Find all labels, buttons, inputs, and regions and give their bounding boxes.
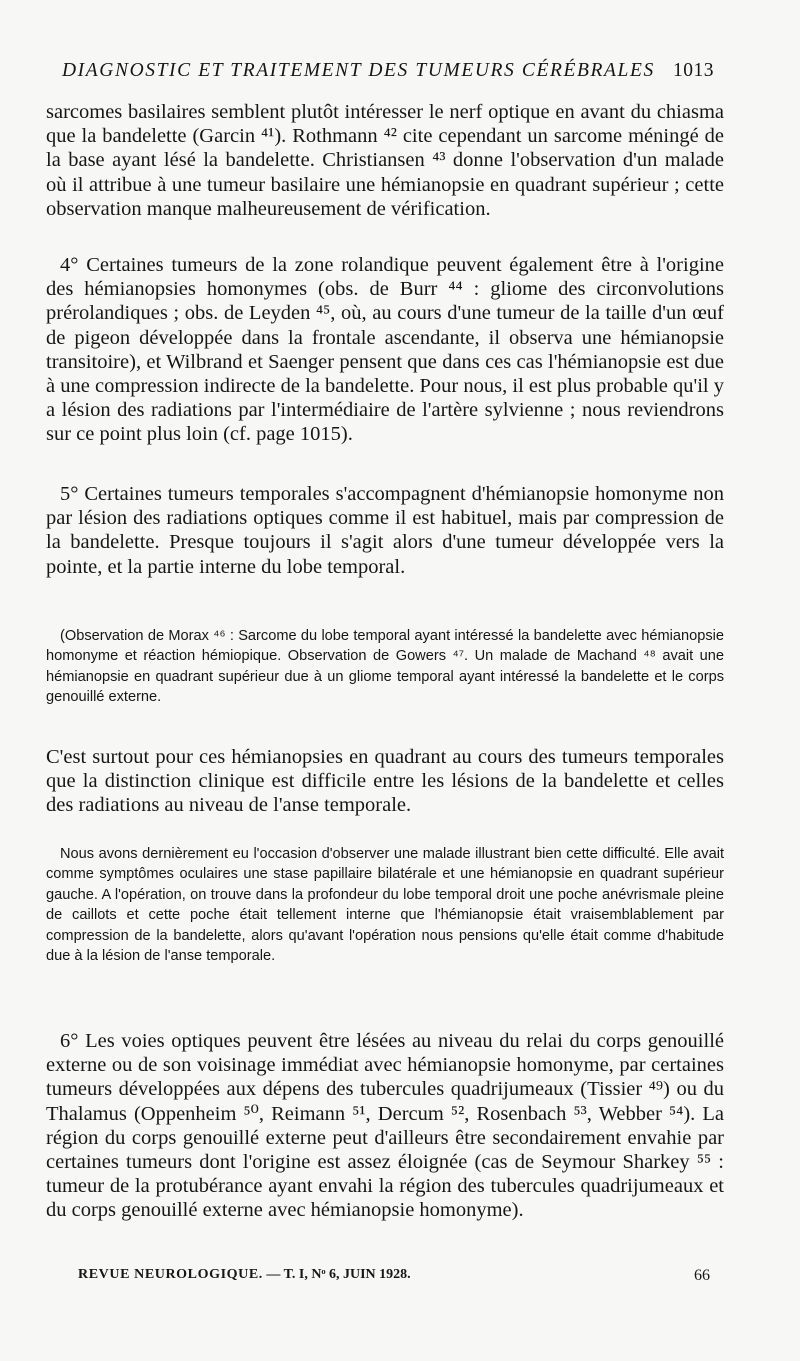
journal-issue: — T. I, Nᵒ 6, JUIN 1928. bbox=[266, 1267, 411, 1282]
paragraph-sarcomes-basilaires: sarcomes basilaires semblent plutôt intéresser le nerf optique en avant du chiasma que la bandelette (Garcin ⁴¹). Rothmann ⁴² cite cependant un sarcome méningé de la base ayant lésé la bandelette. Christiansen ⁴³ donne l'observation d'un malade où il attribue à une tumeur basilaire une hémianopsie en quadrant supérieur ; cette observation manque malheureusement de vérification. bbox=[46, 101, 724, 220]
paragraph-hemianopsies-quadrant: C'est surtout pour ces hémianopsies en quadrant au cours des tumeurs temporales que la distinction clinique est difficile entre les lésions de la bandelette et celles des radiations au niveau de l'anse temporale. bbox=[46, 746, 724, 817]
journal-name: REVUE NEUROLOGIQUE. bbox=[78, 1267, 263, 1282]
running-title: DIAGNOSTIC ET TRAITEMENT DES TUMEURS CÉRÉBRALES bbox=[62, 60, 655, 81]
note-cas-clinique: Nous avons dernièrement eu l'occasion d'observer une malade illustrant bien cette difficulté. Elle avait comme symptômes oculaires une stase papillaire bilatérale et une hémianopsie en quadrant supérieur gauche. A l'opération, on trouve dans la profondeur du lobe temporal droit une poche anévrismale pleine de caillots et cette poche était tellement interne que l'hémianopsie était vraisemblablement par compression de la bandelette, alors qu'avant l'opération nous pensions qu'elle était comme d'habitude due à la lésion de l'anse temporale. bbox=[46, 846, 724, 965]
page-footer bbox=[78, 1267, 710, 1283]
page-number: 1013 bbox=[673, 60, 714, 81]
running-header bbox=[62, 60, 714, 82]
paragraph-tumeurs-temporales: 5° Certaines tumeurs temporales s'accompagnent d'hémianopsie homonyme non par lésion des radiations optiques comme il est habituel, mais par compression de la bandelette. Presque toujours il s'agit alors d'une tumeur développée vers la pointe, et la partie interne du lobe temporal. bbox=[46, 483, 724, 578]
note-observations-morax-gowers: (Observation de Morax ⁴⁶ : Sarcome du lobe temporal ayant intéressé la bandelette avec hémianopsie homonyme et réaction hémiopique. Observation de Gowers ⁴⁷. Un malade de Machand ⁴⁸ avait une hémianopsie en quadrant supérieur due à un gliome temporal ayant intéressé la bandelette et le corps genouillé externe. bbox=[46, 628, 724, 706]
paragraph-tumeurs-rolandiques: 4° Certaines tumeurs de la zone rolandique peuvent également être à l'origine des hémianopsies homonymes (obs. de Burr ⁴⁴ : gliome des circonvolutions prérolandiques ; obs. de Leyden ⁴⁵, où, au cours d'une tumeur de la taille d'un œuf de pigeon développée dans la frontale ascendante, il observa une hémianopsie transitoire), et Wilbrand et Saenger pensent que dans ces cas l'hémianopsie est due à une compression indirecte de la bandelette. Pour nous, il est plus probable qu'il y a lésion des radiations par l'intermédiaire de l'artère sylvienne ; nous reviendrons sur ce point plus loin (cf. page 1015). bbox=[46, 254, 724, 446]
paragraph-corps-genouille: 6° Les voies optiques peuvent être lésées au niveau du relai du corps genouillé externe ou de son voisinage immédiat avec hémianopsie homonyme, par certaines tumeurs développées aux dépens des tubercules quadrijumeaux (Tissier ⁴⁹) ou du Thalamus (Oppenheim ⁵⁰, Reimann ⁵¹, Dercum ⁵², Rosenbach ⁵³, Webber ⁵⁴). La région du corps genouillé externe peut d'ailleurs être secondairement envahie par certaines tumeurs dont l'origine est assez éloignée (cas de Seymour Sharkey ⁵⁵ : tumeur de la protubérance ayant envahi la région des tubercules quadrijumeaux et du corps genouillé externe avec hémianopsie homonyme). bbox=[46, 1030, 724, 1222]
sheet-signature: 66 bbox=[694, 1267, 710, 1284]
